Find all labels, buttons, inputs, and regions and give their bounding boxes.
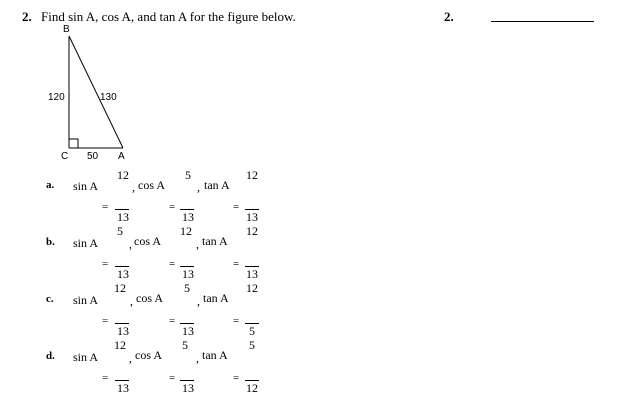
cos-denominator: 13	[182, 324, 194, 338]
sin-label: sin A	[73, 293, 99, 307]
comma: ,	[197, 294, 200, 308]
sin-numerator: 12	[114, 338, 126, 352]
side-label-base: 50	[87, 151, 99, 162]
sin-numerator: 12	[114, 281, 126, 295]
comma: ,	[129, 237, 132, 251]
tan-denominator: 13	[246, 267, 258, 281]
vertex-b-label: B	[63, 24, 70, 35]
equals-sign: =	[233, 372, 239, 384]
option-letter: b.	[46, 236, 55, 248]
sin-denominator: 13	[117, 381, 129, 395]
comma: ,	[130, 294, 133, 308]
equals-sign: =	[233, 258, 239, 270]
tan-numerator: 12	[246, 281, 258, 295]
comma: ,	[196, 237, 199, 251]
equals-sign: =	[102, 201, 108, 213]
cos-numerator: 5	[185, 168, 191, 182]
cos-label: cos A	[138, 178, 165, 192]
right-angle-marker	[69, 139, 78, 148]
cos-denominator: 13	[182, 267, 194, 281]
vertex-a-label: A	[118, 151, 125, 162]
sin-label: sin A	[73, 236, 99, 250]
sin-label: sin A	[73, 179, 99, 193]
cos-numerator: 5	[184, 281, 190, 295]
answer-number: 2.	[444, 9, 454, 24]
question-number: 2.	[22, 9, 32, 24]
equals-sign: =	[169, 372, 175, 384]
cos-label: cos A	[134, 234, 161, 248]
tan-denominator: 5	[249, 324, 255, 338]
sin-denominator: 13	[117, 267, 129, 281]
vertex-c-label: C	[61, 151, 69, 162]
equals-sign: =	[233, 201, 239, 213]
tan-label: tan A	[203, 291, 229, 305]
cos-denominator: 13	[182, 210, 194, 224]
tan-label: tan A	[204, 178, 230, 192]
tan-numerator: 5	[249, 338, 255, 352]
sin-denominator: 13	[117, 324, 129, 338]
side-label-hypotenuse: 130	[100, 92, 117, 103]
equals-sign: =	[102, 372, 108, 384]
equals-sign: =	[169, 258, 175, 270]
comma: ,	[197, 180, 200, 194]
comma: ,	[196, 351, 199, 365]
cos-numerator: 12	[180, 224, 192, 238]
sin-denominator: 13	[117, 210, 129, 224]
option-letter: a.	[46, 179, 55, 191]
tan-label: tan A	[202, 348, 228, 362]
equals-sign: =	[233, 315, 239, 327]
equals-sign: =	[169, 315, 175, 327]
comma: ,	[132, 180, 135, 194]
equals-sign: =	[169, 201, 175, 213]
tan-denominator: 12	[246, 381, 258, 395]
sin-label: sin A	[73, 350, 99, 364]
equals-sign: =	[102, 315, 108, 327]
tan-denominator: 13	[246, 210, 258, 224]
sin-numerator: 5	[117, 224, 123, 238]
cos-label: cos A	[136, 291, 163, 305]
option-letter: c.	[46, 293, 54, 305]
cos-denominator: 13	[182, 381, 194, 395]
sin-numerator: 12	[117, 168, 129, 182]
cos-numerator: 5	[182, 338, 188, 352]
side-label-vertical: 120	[48, 92, 65, 103]
cos-label: cos A	[135, 348, 162, 362]
tan-numerator: 12	[246, 224, 258, 238]
tan-label: tan A	[202, 234, 228, 248]
equals-sign: =	[102, 258, 108, 270]
option-letter: d.	[46, 350, 55, 362]
comma: ,	[129, 351, 132, 365]
question-text: Find sin A, cos A, and tan A for the figure below.	[41, 9, 296, 24]
tan-numerator: 12	[246, 168, 258, 182]
